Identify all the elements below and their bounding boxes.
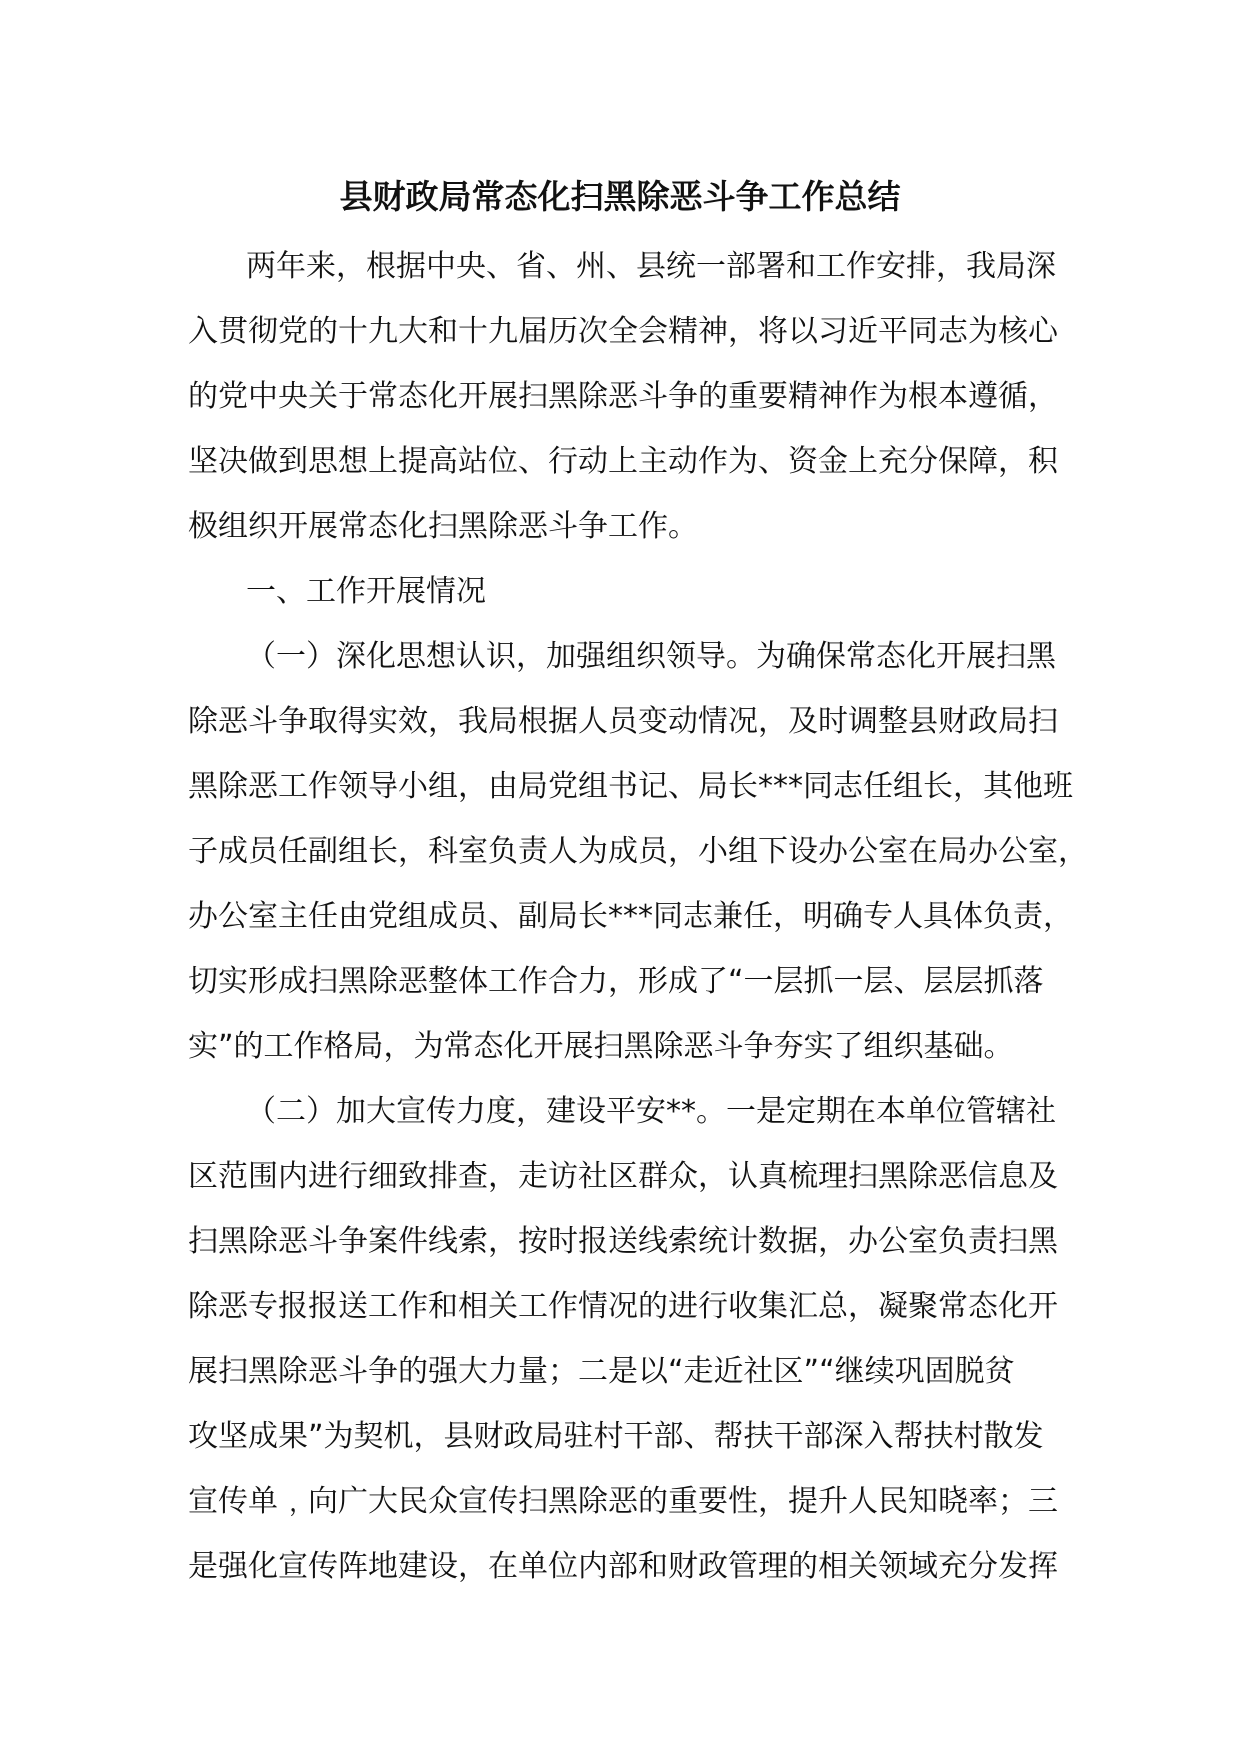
paragraph-line: 切实形成扫黑除恶整体工作合力，形成了“一层抓一层、层层抓落 xyxy=(188,964,1044,999)
paragraph-line: 两年来，根据中央、省、州、县统一部署和工作安排，我局深 xyxy=(246,249,1056,284)
paragraph-line: 攻坚成果”为契机，县财政局驻村干部、帮扶干部深入帮扶村散发 xyxy=(188,1419,1044,1454)
paragraph-line: 实”的工作格局，为常态化开展扫黑除恶斗争夯实了组织基础。 xyxy=(188,1029,1014,1064)
paragraph-line: 的党中央关于常态化开展扫黑除恶斗争的重要精神作为根本遵循， xyxy=(188,379,1058,414)
paragraph-line: （一）深化思想认识，加强组织领导。为确保常态化开展扫黑 xyxy=(246,639,1056,674)
paragraph-line: 扫黑除恶斗争案件线索，按时报送线索统计数据，办公室负责扫黑 xyxy=(188,1224,1058,1259)
paragraph-line: 黑除恶工作领导小组，由局党组书记、局长***同志任组长，其他班 xyxy=(188,769,1073,804)
paragraph-line: （二）加大宣传力度，建设平安**。一是定期在本单位管辖社 xyxy=(246,1094,1056,1129)
paragraph-line: 入贯彻党的十九大和十九届历次全会精神，将以习近平同志为核心 xyxy=(188,314,1058,349)
document-body xyxy=(188,234,1088,1599)
paragraph-line: 坚决做到思想上提高站位、行动上主动作为、资金上充分保障，积 xyxy=(188,444,1058,479)
paragraph-line: 展扫黑除恶斗争的强大力量；二是以“走近社区”“继续巩固脱贫 xyxy=(188,1354,1015,1389)
paragraph-line: 区范围内进行细致排查，走访社区群众，认真梳理扫黑除恶信息及 xyxy=(188,1159,1058,1194)
paragraph-line: 子成员任副组长，科室负责人为成员，小组下设办公室在局办公室， xyxy=(188,834,1088,869)
paragraph-line: 宣传单﹐向广大民众宣传扫黑除恶的重要性，提升人民知晓率；三 xyxy=(188,1484,1058,1519)
paragraph-line: 极组织开展常态化扫黑除恶斗争工作。 xyxy=(188,509,698,544)
paragraph-line: 除恶斗争取得实效，我局根据人员变动情况，及时调整县财政局扫 xyxy=(188,704,1058,739)
paragraph-line: 除恶专报报送工作和相关工作情况的进行收集汇总，凝聚常态化开 xyxy=(188,1289,1058,1324)
paragraph-line: 办公室主任由党组成员、副局长***同志兼任，明确专人具体负责， xyxy=(188,899,1073,934)
section-heading: 一、工作开展情况 xyxy=(246,574,486,609)
paragraph-line: 是强化宣传阵地建设，在单位内部和财政管理的相关领域充分发挥 xyxy=(188,1549,1058,1584)
document-title: 县财政局常态化扫黑除恶斗争工作总结 xyxy=(339,177,901,216)
